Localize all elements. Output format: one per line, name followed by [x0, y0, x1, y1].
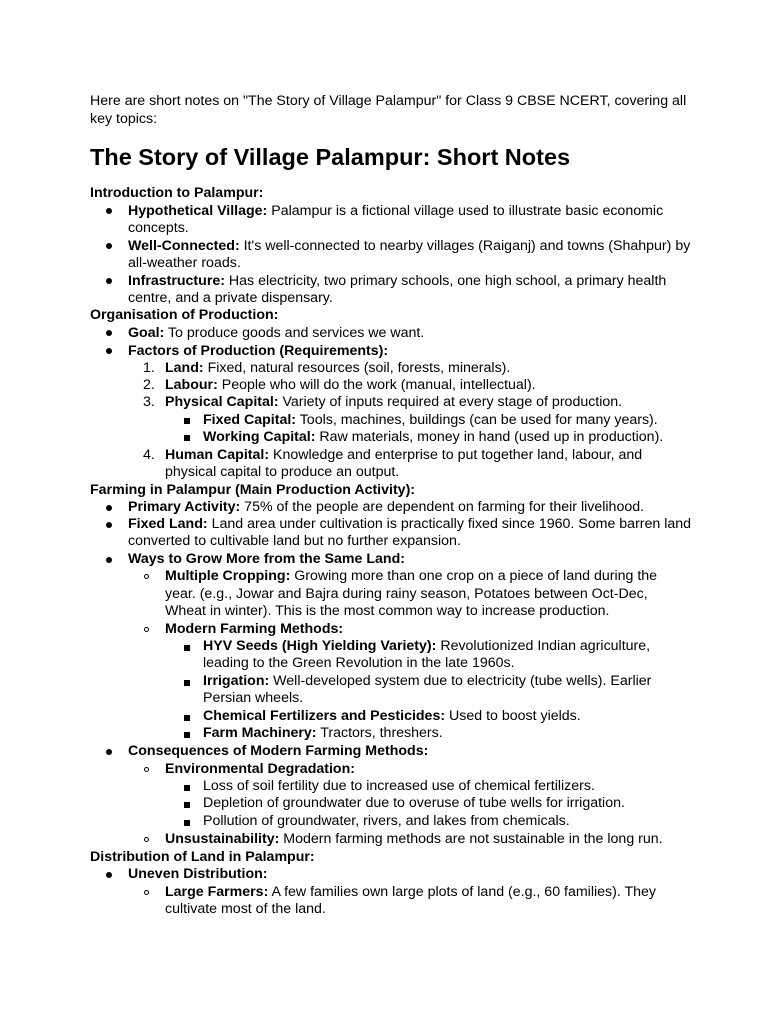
- square-bullet-icon: [184, 715, 190, 721]
- circle-bullet-icon: [144, 627, 149, 632]
- square-bullet-icon: [184, 802, 190, 808]
- square-bullet-icon: [184, 418, 190, 424]
- list-item: Primary Activity: 75% of the people are dependent on farming for their livelihood.: [128, 499, 645, 515]
- list-item-continuation: centre, and a private dispensary.: [128, 290, 333, 306]
- list-item: Ways to Grow More from the Same Land:: [128, 551, 405, 567]
- list-item: Hypothetical Village: Palampur is a fictional village used to illustrate basic economic: [128, 203, 664, 219]
- bullet-icon: [106, 505, 112, 511]
- circle-bullet-icon: [144, 890, 149, 895]
- bullet-icon: [106, 872, 112, 878]
- list-item: Land: Fixed, natural resources (soil, forests, minerals).: [165, 360, 511, 376]
- square-bullet-icon: [184, 435, 190, 441]
- list-item-continuation: cultivate most of the land.: [165, 901, 326, 917]
- list-number: 4.: [143, 447, 155, 463]
- list-item: Infrastructure: Has electricity, two primary schools, one high school, a primary health: [128, 273, 667, 289]
- square-bullet-icon: [184, 732, 190, 738]
- circle-bullet-icon: [144, 767, 149, 772]
- bullet-icon: [106, 278, 112, 284]
- list-number: 2.: [143, 377, 155, 393]
- circle-bullet-icon: [144, 837, 149, 842]
- list-item: Fixed Capital: Tools, machines, buildings (can be used for many years).: [203, 412, 658, 428]
- list-item: Working Capital: Raw materials, money in hand (used up in production).: [203, 429, 664, 445]
- list-item: Human Capital: Knowledge and enterprise to put together land, labour, and: [165, 447, 643, 463]
- list-item: Chemical Fertilizers and Pesticides: Used to boost yields.: [203, 708, 581, 724]
- list-item: Multiple Cropping: Growing more than one crop on a piece of land during the: [165, 568, 658, 584]
- section-heading-farming: Farming in Palampur (Main Production Activity):: [90, 482, 416, 498]
- intro-paragraph: Here are short notes on "The Story of Village Palampur" for Class 9 CBSE NCERT, covering all key topics:: [90, 93, 687, 127]
- bullet-icon: [106, 243, 112, 249]
- bullet-icon: [106, 208, 112, 214]
- list-item: Unsustainability: Modern farming methods are not sustainable in the long run.: [165, 831, 663, 847]
- list-number: 1.: [143, 360, 155, 376]
- list-item-continuation: leading to the Green Revolution in the late 1960s.: [203, 655, 515, 671]
- list-number: 3.: [143, 394, 155, 410]
- circle-bullet-icon: [144, 574, 149, 579]
- section-heading-distribution: Distribution of Land in Palampur:: [90, 849, 315, 865]
- list-item: Physical Capital: Variety of inputs required at every stage of production.: [165, 394, 623, 410]
- square-bullet-icon: [184, 645, 190, 651]
- bullet-icon: [106, 557, 112, 563]
- list-item-continuation: all-weather roads.: [128, 255, 241, 271]
- bullet-icon: [106, 749, 112, 755]
- list-item: Labour: People who will do the work (manual, intellectual).: [165, 377, 536, 393]
- list-item: Goal: To produce goods and services we want.: [128, 325, 425, 341]
- list-item: Fixed Land: Land area under cultivation is practically fixed since 1960. Some barren land: [128, 516, 692, 532]
- bullet-icon: [106, 522, 112, 528]
- list-item: Depletion of groundwater due to overuse of tube wells for irrigation.: [203, 795, 625, 811]
- list-item-continuation: converted to cultivable land but no further expansion.: [128, 533, 461, 549]
- list-item: Well-Connected: It's well-connected to nearby villages (Raiganj) and towns (Shahpur) by: [128, 238, 691, 254]
- list-item-continuation: physical capital to produce an output.: [165, 464, 400, 480]
- list-item: Environmental Degradation:: [165, 761, 355, 777]
- square-bullet-icon: [184, 785, 190, 791]
- list-item-continuation: concepts.: [128, 220, 189, 236]
- page-title: The Story of Village Palampur: Short Notes: [90, 144, 571, 170]
- list-item-continuation: Wheat in winter). This is the most common way to increase production.: [165, 603, 610, 619]
- list-item: HYV Seeds (High Yielding Variety): Revolutionized Indian agriculture,: [203, 638, 651, 654]
- bullet-icon: [106, 348, 112, 354]
- list-item: Loss of soil fertility due to increased use of chemical fertilizers.: [203, 778, 595, 794]
- section-heading-organisation: Organisation of Production:: [90, 307, 279, 323]
- list-item: Factors of Production (Requirements):: [128, 343, 389, 359]
- bullet-icon: [106, 330, 112, 336]
- list-item-continuation: year. (e.g., Jowar and Bajra during rainy season, Potatoes between Oct-Dec,: [165, 586, 648, 602]
- list-item: Consequences of Modern Farming Methods:: [128, 743, 429, 759]
- list-item: Large Farmers: A few families own large plots of land (e.g., 60 families). They: [165, 884, 657, 900]
- list-item: Modern Farming Methods:: [165, 621, 344, 637]
- list-item: Pollution of groundwater, rivers, and lakes from chemicals.: [203, 813, 570, 829]
- section-heading-introduction: Introduction to Palampur:: [90, 185, 264, 201]
- square-bullet-icon: [184, 680, 190, 686]
- list-item: Uneven Distribution:: [128, 866, 268, 882]
- square-bullet-icon: [184, 820, 190, 826]
- list-item: Irrigation: Well-developed system due to electricity (tube wells). Earlier: [203, 673, 652, 689]
- list-item-continuation: Persian wheels.: [203, 690, 304, 706]
- list-item: Farm Machinery: Tractors, threshers.: [203, 725, 443, 741]
